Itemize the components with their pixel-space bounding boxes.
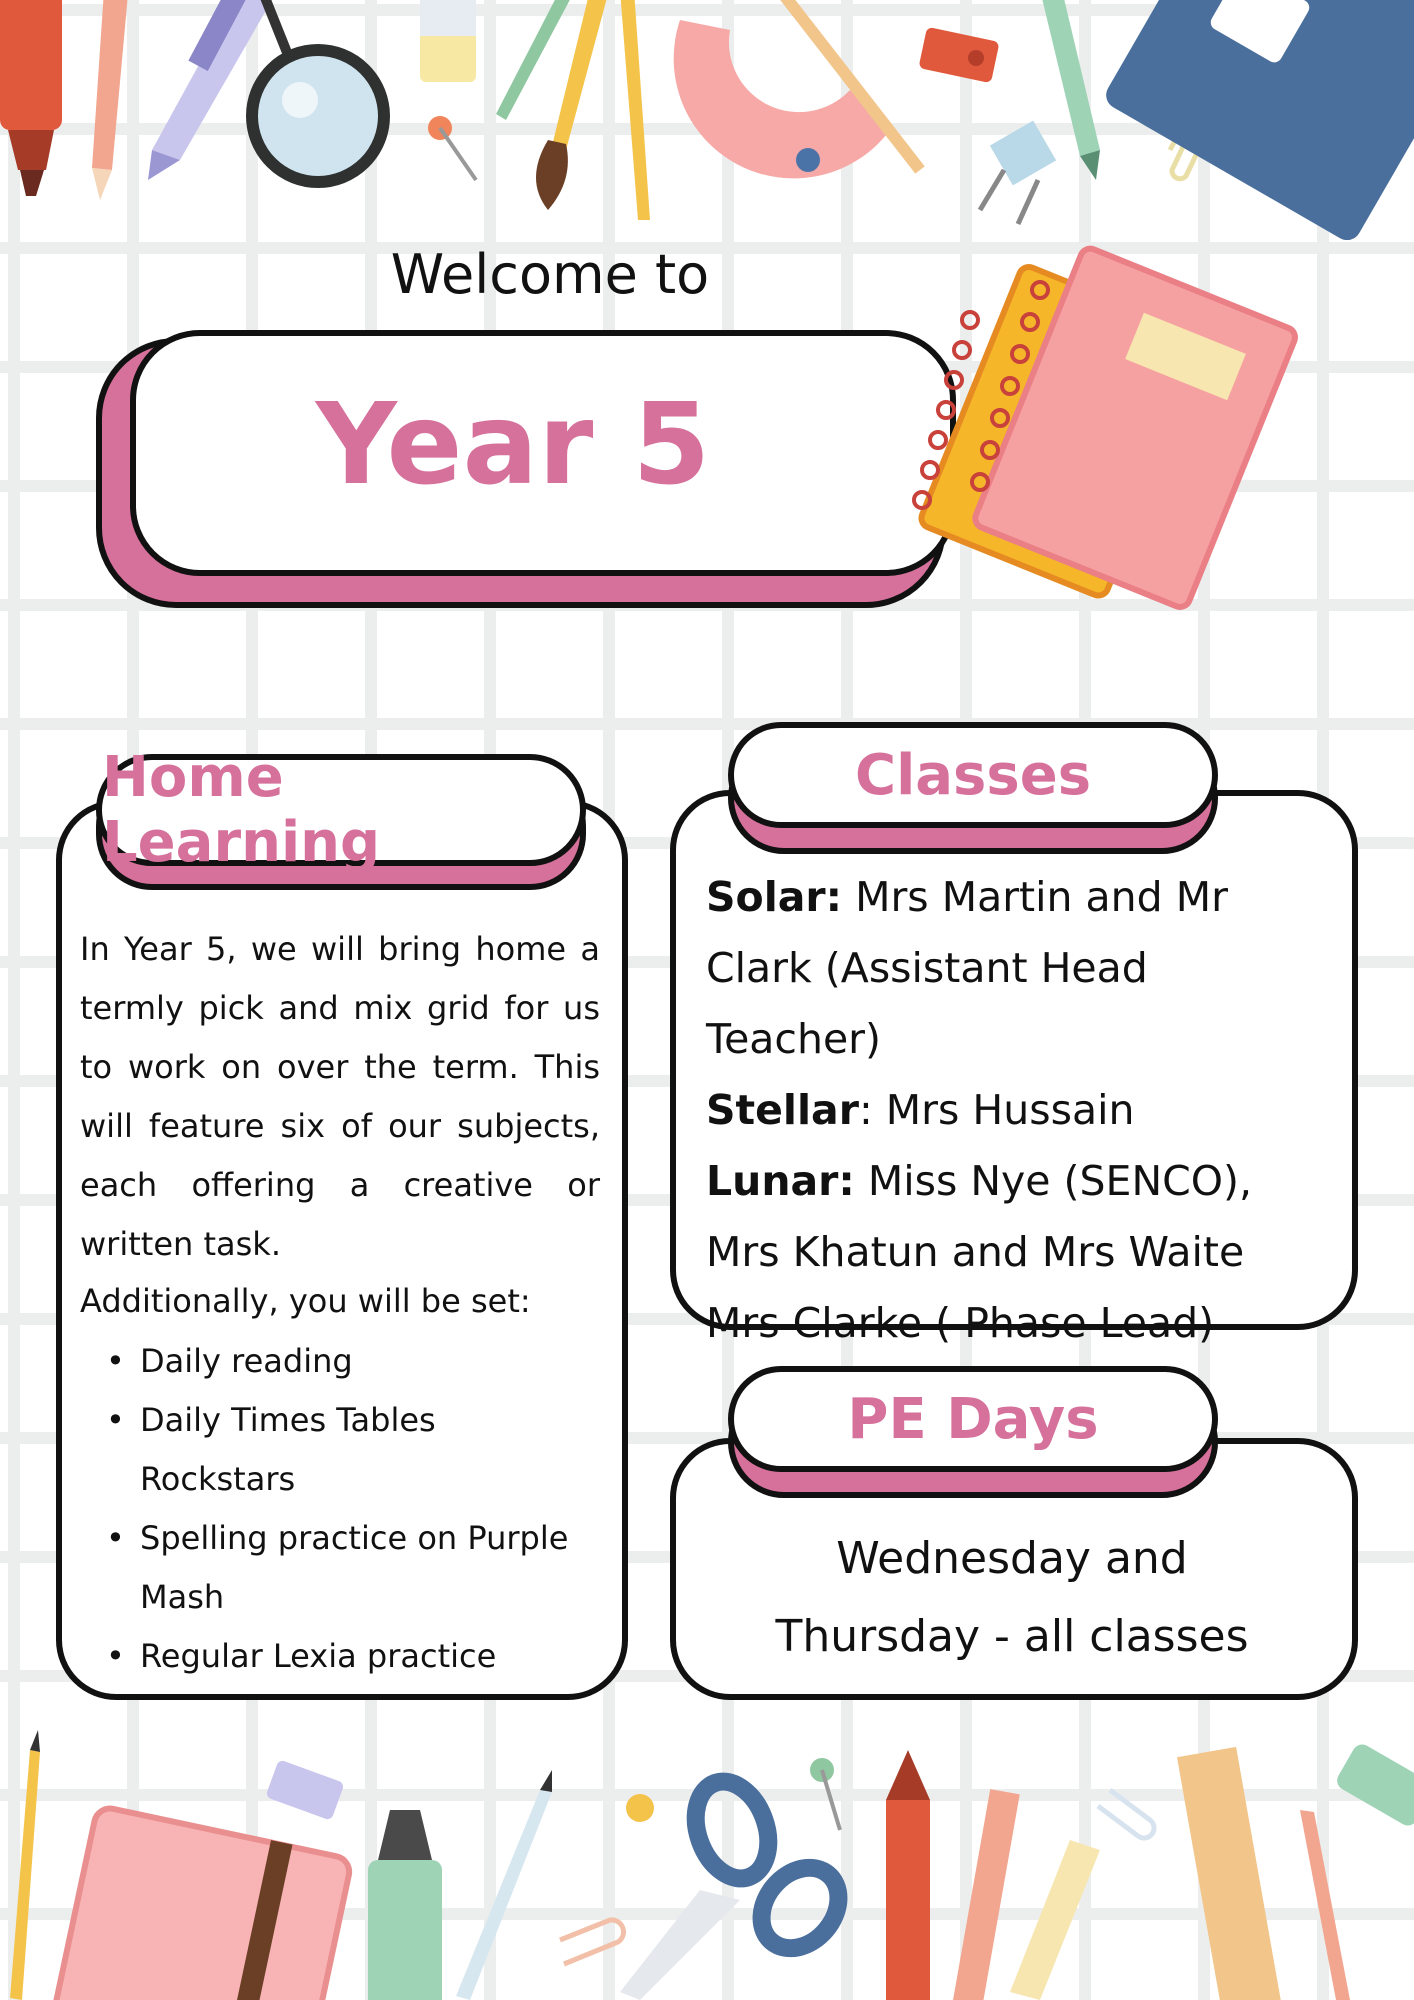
classes-heading: Classes: [728, 722, 1218, 828]
class-entry-lunar: [706, 1146, 1326, 1288]
ruler-icon: [1177, 1747, 1283, 2000]
magnifier-icon: [252, 0, 384, 182]
list-item: • Regular Lexia practice: [80, 1627, 600, 1686]
sharpener-icon: [265, 1759, 344, 1821]
sharpener-icon: [918, 27, 999, 83]
class-entry-solar: [706, 862, 1326, 1075]
class-teachers: Mrs Martin and Mr Clark (Assistant Head Teacher): [706, 873, 1228, 1063]
pe-days-line: Wednesday and: [836, 1533, 1188, 1584]
eraser-icon: [420, 0, 476, 82]
page-title: Year 5: [315, 380, 711, 510]
class-entry-stellar: [706, 1075, 1326, 1146]
list-item: • Daily Times Tables Rockstars: [80, 1391, 600, 1509]
highlighter-icon: [0, 0, 62, 196]
class-teachers: : Mrs Hussain: [858, 1086, 1135, 1134]
pushpin-icon: [428, 116, 476, 180]
paintbrush-icon: [496, 0, 650, 220]
scissors-icon: [620, 1771, 854, 2000]
class-name: Lunar:: [706, 1157, 855, 1205]
pushpin-icon: [626, 1758, 840, 1830]
list-item: • Daily reading: [80, 1332, 600, 1391]
crayon-icon: [886, 1750, 1100, 2000]
home-learning-intro: In Year 5, we will bring home a termly pick and mix grid for us to work on over the term. This will feature six of our subjects, each offering a creative or written task.: [80, 930, 600, 1263]
home-learning-additional: Additionally, you will be set:: [80, 1282, 531, 1320]
pencil-icon: [10, 1730, 40, 2000]
home-learning-heading: Home Learning: [96, 754, 586, 866]
home-learning-list: [80, 1332, 600, 1686]
class-name: Solar:: [706, 873, 843, 921]
pencil-icon: [456, 1770, 552, 2000]
pe-days-heading: PE Days: [728, 1366, 1218, 1472]
pe-days-line: Thursday - all classes: [775, 1611, 1249, 1662]
list-item: • Spelling practice on Purple Mash: [80, 1509, 600, 1627]
class-teachers: Miss Nye (SENCO), Mrs Khatun and Mrs Waite: [706, 1157, 1253, 1276]
top-stationery-decoration: [0, 0, 1414, 240]
protractor-icon: [674, 0, 920, 178]
bottom-stationery-decoration: [0, 1730, 1414, 2000]
notebook-icon: [48, 1806, 352, 2000]
highlighter-icon: [368, 1810, 442, 2000]
class-name: Stellar: [706, 1086, 859, 1134]
phase-lead: Mrs Clarke ( Phase Lead): [706, 1299, 1215, 1347]
pe-days-text: [700, 1520, 1324, 1676]
pencil-icon: [92, 0, 128, 200]
spiral-notebook-icon: [1101, 0, 1414, 240]
classes-list: [706, 862, 1326, 1359]
welcome-heading: Welcome to: [390, 243, 710, 306]
notebooks-icon: [890, 230, 1330, 670]
eraser-icon: [1300, 1741, 1414, 2000]
